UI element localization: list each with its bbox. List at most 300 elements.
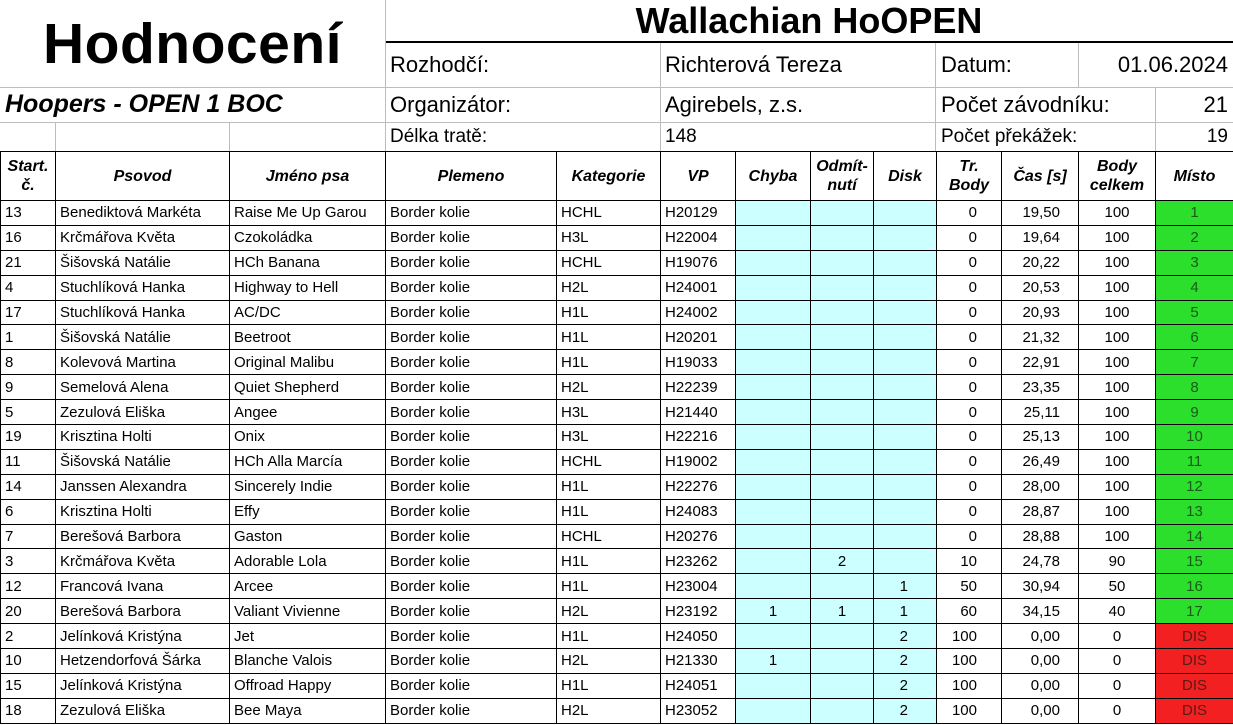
errors-cell xyxy=(736,499,811,524)
col-start-header: Start. č. xyxy=(1,152,56,201)
time-cell: 0,00 xyxy=(1002,698,1079,723)
dog-name-cell: Gaston xyxy=(230,524,386,549)
header-divider xyxy=(1078,43,1079,87)
results-table xyxy=(0,151,1233,724)
handler-name-cell: Berešová Barbora xyxy=(56,524,230,549)
vp-number-cell: H19076 xyxy=(661,250,736,275)
penalty-points-cell: 0 xyxy=(937,225,1002,250)
breed-cell: Border kolie xyxy=(386,201,557,226)
total-points-cell: 100 xyxy=(1079,300,1156,325)
vp-number-cell: H24001 xyxy=(661,275,736,300)
vp-number-cell: H20201 xyxy=(661,325,736,350)
place-cell: 17 xyxy=(1156,599,1233,624)
handler-name-cell: Stuchlíková Hanka xyxy=(56,275,230,300)
dog-name-cell: Effy xyxy=(230,499,386,524)
start-number-cell: 8 xyxy=(1,350,56,375)
table-row xyxy=(1,673,1233,698)
place-cell: DIS xyxy=(1156,624,1233,649)
col-breed-header: Plemeno xyxy=(386,152,557,201)
place-cell: 10 xyxy=(1156,425,1233,450)
vp-number-cell: H22276 xyxy=(661,474,736,499)
vp-number-cell: H22216 xyxy=(661,425,736,450)
breed-cell: Border kolie xyxy=(386,599,557,624)
vp-number-cell: H24050 xyxy=(661,624,736,649)
breed-cell: Border kolie xyxy=(386,474,557,499)
col-time-header: Čas [s] xyxy=(1002,152,1079,201)
penalty-points-cell: 0 xyxy=(937,275,1002,300)
vp-number-cell: H20276 xyxy=(661,524,736,549)
breed-cell: Border kolie xyxy=(386,574,557,599)
vp-number-cell: H19033 xyxy=(661,350,736,375)
start-number-cell: 3 xyxy=(1,549,56,574)
dog-name-cell: Blanche Valois xyxy=(230,649,386,674)
vp-number-cell: H24002 xyxy=(661,300,736,325)
penalty-points-cell: 0 xyxy=(937,524,1002,549)
errors-cell xyxy=(736,201,811,226)
vp-number-cell: H21440 xyxy=(661,400,736,425)
errors-cell xyxy=(736,474,811,499)
total-points-cell: 40 xyxy=(1079,599,1156,624)
dog-name-cell: Original Malibu xyxy=(230,350,386,375)
category-cell: H1L xyxy=(557,673,661,698)
time-cell: 34,15 xyxy=(1002,599,1079,624)
errors-cell xyxy=(736,574,811,599)
category-cell: HCHL xyxy=(557,524,661,549)
handler-name-cell: Krčmářova Květa xyxy=(56,549,230,574)
handler-name-cell: Kolevová Martina xyxy=(56,350,230,375)
time-cell: 0,00 xyxy=(1002,649,1079,674)
category-cell: H1L xyxy=(557,499,661,524)
category-cell: HCHL xyxy=(557,201,661,226)
place-cell: 11 xyxy=(1156,449,1233,474)
refusals-cell xyxy=(811,350,874,375)
dog-name-cell: Onix xyxy=(230,425,386,450)
total-points-cell: 0 xyxy=(1079,624,1156,649)
handler-name-cell: Krisztina Holti xyxy=(56,425,230,450)
table-row xyxy=(1,524,1233,549)
penalty-points-cell: 100 xyxy=(937,649,1002,674)
time-cell: 21,32 xyxy=(1002,325,1079,350)
table-body xyxy=(1,201,1233,724)
col-penalty-header: Tr. Body xyxy=(937,152,1002,201)
dog-name-cell: Sincerely Indie xyxy=(230,474,386,499)
penalty-points-cell: 0 xyxy=(937,474,1002,499)
total-points-cell: 50 xyxy=(1079,574,1156,599)
errors-cell xyxy=(736,673,811,698)
place-cell: 12 xyxy=(1156,474,1233,499)
disqualifications-cell: 2 xyxy=(874,624,937,649)
errors-cell xyxy=(736,375,811,400)
start-number-cell: 2 xyxy=(1,624,56,649)
time-cell: 25,11 xyxy=(1002,400,1079,425)
dog-name-cell: Angee xyxy=(230,400,386,425)
breed-cell: Border kolie xyxy=(386,300,557,325)
breed-cell: Border kolie xyxy=(386,275,557,300)
col-vp-header: VP xyxy=(661,152,736,201)
handler-name-cell: Stuchlíková Hanka xyxy=(56,300,230,325)
table-row xyxy=(1,350,1233,375)
time-cell: 22,91 xyxy=(1002,350,1079,375)
breed-cell: Border kolie xyxy=(386,673,557,698)
penalty-points-cell: 0 xyxy=(937,201,1002,226)
place-cell: 3 xyxy=(1156,250,1233,275)
refusals-cell xyxy=(811,275,874,300)
table-row xyxy=(1,624,1233,649)
breed-cell: Border kolie xyxy=(386,449,557,474)
errors-cell xyxy=(736,400,811,425)
disqualifications-cell xyxy=(874,474,937,499)
place-cell: 8 xyxy=(1156,375,1233,400)
errors-cell xyxy=(736,225,811,250)
table-row xyxy=(1,698,1233,723)
breed-cell: Border kolie xyxy=(386,375,557,400)
refusals-cell xyxy=(811,375,874,400)
category-cell: H2L xyxy=(557,698,661,723)
vp-number-cell: H20129 xyxy=(661,201,736,226)
refusals-cell xyxy=(811,250,874,275)
refusals-cell xyxy=(811,499,874,524)
penalty-points-cell: 0 xyxy=(937,300,1002,325)
time-cell: 23,35 xyxy=(1002,375,1079,400)
place-cell: DIS xyxy=(1156,698,1233,723)
start-number-cell: 5 xyxy=(1,400,56,425)
place-cell: 4 xyxy=(1156,275,1233,300)
total-points-cell: 100 xyxy=(1079,375,1156,400)
dog-name-cell: Bee Maya xyxy=(230,698,386,723)
time-cell: 19,50 xyxy=(1002,201,1079,226)
penalty-points-cell: 0 xyxy=(937,375,1002,400)
place-cell: DIS xyxy=(1156,649,1233,674)
breed-cell: Border kolie xyxy=(386,624,557,649)
obstacles-value: 19 xyxy=(1206,125,1228,147)
total-points-cell: 100 xyxy=(1079,225,1156,250)
col-disk-header: Disk xyxy=(874,152,937,201)
disqualifications-cell: 2 xyxy=(874,649,937,674)
penalty-points-cell: 0 xyxy=(937,499,1002,524)
start-number-cell: 12 xyxy=(1,574,56,599)
category-cell: H1L xyxy=(557,350,661,375)
errors-cell xyxy=(736,300,811,325)
dog-name-cell: Beetroot xyxy=(230,325,386,350)
disqualifications-cell xyxy=(874,449,937,474)
total-points-cell: 100 xyxy=(1079,250,1156,275)
vp-number-cell: H23004 xyxy=(661,574,736,599)
errors-cell: 1 xyxy=(736,649,811,674)
vp-number-cell: H21330 xyxy=(661,649,736,674)
penalty-points-cell: 100 xyxy=(937,673,1002,698)
disqualifications-cell xyxy=(874,325,937,350)
vp-number-cell: H22239 xyxy=(661,375,736,400)
start-number-cell: 4 xyxy=(1,275,56,300)
refusals-cell xyxy=(811,449,874,474)
disqualifications-cell xyxy=(874,350,937,375)
refusals-cell xyxy=(811,201,874,226)
disqualifications-cell xyxy=(874,275,937,300)
breed-cell: Border kolie xyxy=(386,499,557,524)
penalty-points-cell: 50 xyxy=(937,574,1002,599)
penalty-points-cell: 0 xyxy=(937,449,1002,474)
place-cell: 16 xyxy=(1156,574,1233,599)
course-length-value: 148 xyxy=(665,125,697,147)
errors-cell xyxy=(736,325,811,350)
disqualifications-cell: 1 xyxy=(874,574,937,599)
total-points-cell: 100 xyxy=(1079,350,1156,375)
time-cell: 26,49 xyxy=(1002,449,1079,474)
table-row xyxy=(1,449,1233,474)
refusals-cell: 2 xyxy=(811,549,874,574)
handler-name-cell: Šišovská Natálie xyxy=(56,325,230,350)
start-number-cell: 16 xyxy=(1,225,56,250)
disqualifications-cell xyxy=(874,499,937,524)
judge-value: Richterová Tereza xyxy=(665,52,842,77)
place-cell: 14 xyxy=(1156,524,1233,549)
time-cell: 20,53 xyxy=(1002,275,1079,300)
category-cell: H1L xyxy=(557,574,661,599)
time-cell: 19,64 xyxy=(1002,225,1079,250)
breed-cell: Border kolie xyxy=(386,524,557,549)
total-points-cell: 100 xyxy=(1079,275,1156,300)
handler-name-cell: Berešová Barbora xyxy=(56,599,230,624)
table-row xyxy=(1,375,1233,400)
col-dog-header: Jméno psa xyxy=(230,152,386,201)
refusals-cell xyxy=(811,524,874,549)
obstacles-label: Počet překážek: xyxy=(941,125,1078,147)
event-name: Wallachian HoOPEN xyxy=(385,0,1233,43)
col-place-header: Místo xyxy=(1156,152,1233,201)
place-cell: 13 xyxy=(1156,499,1233,524)
errors-cell xyxy=(736,425,811,450)
refusals-cell xyxy=(811,673,874,698)
date-value: 01.06.2024 xyxy=(1117,52,1228,77)
header-divider xyxy=(385,0,386,151)
handler-name-cell: Janssen Alexandra xyxy=(56,474,230,499)
header-divider xyxy=(935,43,936,151)
category-cell: H2L xyxy=(557,649,661,674)
start-number-cell: 13 xyxy=(1,201,56,226)
time-cell: 28,88 xyxy=(1002,524,1079,549)
place-cell: 7 xyxy=(1156,350,1233,375)
header-divider xyxy=(0,122,1233,123)
disqualifications-cell xyxy=(874,524,937,549)
handler-name-cell: Šišovská Natálie xyxy=(56,250,230,275)
total-points-cell: 100 xyxy=(1079,201,1156,226)
penalty-points-cell: 0 xyxy=(937,325,1002,350)
total-points-cell: 100 xyxy=(1079,425,1156,450)
handler-name-cell: Benediktová Markéta xyxy=(56,201,230,226)
penalty-points-cell: 100 xyxy=(937,624,1002,649)
header-divider xyxy=(1155,87,1156,151)
dog-name-cell: HCh Banana xyxy=(230,250,386,275)
disqualifications-cell xyxy=(874,300,937,325)
errors-cell: 1 xyxy=(736,599,811,624)
penalty-points-cell: 10 xyxy=(937,549,1002,574)
category-cell: HCHL xyxy=(557,250,661,275)
time-cell: 25,13 xyxy=(1002,425,1079,450)
disqualifications-cell xyxy=(874,400,937,425)
place-cell: 6 xyxy=(1156,325,1233,350)
breed-cell: Border kolie xyxy=(386,225,557,250)
refusals-cell xyxy=(811,425,874,450)
dog-name-cell: AC/DC xyxy=(230,300,386,325)
handler-name-cell: Zezulová Eliška xyxy=(56,698,230,723)
refusals-cell xyxy=(811,698,874,723)
table-row xyxy=(1,250,1233,275)
col-category-header: Kategorie xyxy=(557,152,661,201)
handler-name-cell: Semelová Alena xyxy=(56,375,230,400)
table-row xyxy=(1,300,1233,325)
disqualifications-cell: 2 xyxy=(874,673,937,698)
start-number-cell: 10 xyxy=(1,649,56,674)
time-cell: 30,94 xyxy=(1002,574,1079,599)
handler-name-cell: Jelínková Kristýna xyxy=(56,673,230,698)
start-number-cell: 6 xyxy=(1,499,56,524)
dog-name-cell: HCh Alla Marcía xyxy=(230,449,386,474)
table-row xyxy=(1,325,1233,350)
disqualifications-cell xyxy=(874,201,937,226)
handler-name-cell: Krisztina Holti xyxy=(56,499,230,524)
vp-number-cell: H22004 xyxy=(661,225,736,250)
penalty-points-cell: 100 xyxy=(937,698,1002,723)
breed-cell: Border kolie xyxy=(386,350,557,375)
category-cell: H1L xyxy=(557,549,661,574)
errors-cell xyxy=(736,449,811,474)
total-points-cell: 100 xyxy=(1079,400,1156,425)
handler-name-cell: Krčmářova Květa xyxy=(56,225,230,250)
start-number-cell: 19 xyxy=(1,425,56,450)
refusals-cell xyxy=(811,624,874,649)
place-cell: 15 xyxy=(1156,549,1233,574)
dog-name-cell: Valiant Vivienne xyxy=(230,599,386,624)
refusals-cell xyxy=(811,225,874,250)
total-points-cell: 0 xyxy=(1079,649,1156,674)
dog-name-cell: Jet xyxy=(230,624,386,649)
start-number-cell: 1 xyxy=(1,325,56,350)
breed-cell: Border kolie xyxy=(386,250,557,275)
refusals-cell xyxy=(811,474,874,499)
start-number-cell: 17 xyxy=(1,300,56,325)
total-points-cell: 100 xyxy=(1079,474,1156,499)
header-divider xyxy=(385,87,1233,88)
handler-name-cell: Jelínková Kristýna xyxy=(56,624,230,649)
penalty-points-cell: 60 xyxy=(937,599,1002,624)
errors-cell xyxy=(736,698,811,723)
judge-label: Rozhodčí: xyxy=(390,52,490,77)
breed-cell: Border kolie xyxy=(386,698,557,723)
disqualifications-cell xyxy=(874,425,937,450)
organizer-label: Organizátor: xyxy=(390,91,512,117)
place-cell: 1 xyxy=(1156,201,1233,226)
start-number-cell: 20 xyxy=(1,599,56,624)
penalty-points-cell: 0 xyxy=(937,400,1002,425)
category-cell: H2L xyxy=(557,375,661,400)
table-row xyxy=(1,425,1233,450)
place-cell: 5 xyxy=(1156,300,1233,325)
disqualifications-cell: 1 xyxy=(874,599,937,624)
dog-name-cell: Offroad Happy xyxy=(230,673,386,698)
category-cell: H1L xyxy=(557,474,661,499)
breed-cell: Border kolie xyxy=(386,425,557,450)
category-cell: H3L xyxy=(557,400,661,425)
refusals-cell xyxy=(811,574,874,599)
disqualifications-cell xyxy=(874,549,937,574)
dog-name-cell: Quiet Shepherd xyxy=(230,375,386,400)
dog-name-cell: Czokoládka xyxy=(230,225,386,250)
place-cell: DIS xyxy=(1156,673,1233,698)
organizer-value: Agirebels, z.s. xyxy=(665,91,804,117)
penalty-points-cell: 0 xyxy=(937,250,1002,275)
errors-cell xyxy=(736,524,811,549)
vp-number-cell: H24051 xyxy=(661,673,736,698)
vp-number-cell: H24083 xyxy=(661,499,736,524)
dog-name-cell: Adorable Lola xyxy=(230,549,386,574)
time-cell: 24,78 xyxy=(1002,549,1079,574)
competitors-label: Počet závodníku: xyxy=(941,91,1110,117)
start-number-cell: 7 xyxy=(1,524,56,549)
total-points-cell: 0 xyxy=(1079,673,1156,698)
disqualifications-cell xyxy=(874,225,937,250)
handler-name-cell: Francová Ivana xyxy=(56,574,230,599)
table-row xyxy=(1,201,1233,226)
category-cell: HCHL xyxy=(557,449,661,474)
header-divider xyxy=(660,43,661,151)
table-row xyxy=(1,599,1233,624)
table-row xyxy=(1,649,1233,674)
start-number-cell: 14 xyxy=(1,474,56,499)
competition-class: Hoopers - OPEN 1 BOC xyxy=(5,90,283,118)
dog-name-cell: Highway to Hell xyxy=(230,275,386,300)
vp-number-cell: H23192 xyxy=(661,599,736,624)
handler-name-cell: Zezulová Eliška xyxy=(56,400,230,425)
time-cell: 20,22 xyxy=(1002,250,1079,275)
col-handler-header: Psovod xyxy=(56,152,230,201)
disqualifications-cell xyxy=(874,375,937,400)
time-cell: 0,00 xyxy=(1002,673,1079,698)
time-cell: 28,87 xyxy=(1002,499,1079,524)
competitors-value: 21 xyxy=(1203,91,1228,117)
refusals-cell: 1 xyxy=(811,599,874,624)
table-row xyxy=(1,275,1233,300)
breed-cell: Border kolie xyxy=(386,549,557,574)
penalty-points-cell: 0 xyxy=(937,425,1002,450)
sheet-title: Hodnocení xyxy=(43,11,342,76)
table-row xyxy=(1,474,1233,499)
category-cell: H2L xyxy=(557,275,661,300)
category-cell: H1L xyxy=(557,325,661,350)
category-cell: H1L xyxy=(557,300,661,325)
errors-cell xyxy=(736,275,811,300)
start-number-cell: 11 xyxy=(1,449,56,474)
refusals-cell xyxy=(811,325,874,350)
start-number-cell: 9 xyxy=(1,375,56,400)
errors-cell xyxy=(736,624,811,649)
category-cell: H1L xyxy=(557,624,661,649)
place-cell: 2 xyxy=(1156,225,1233,250)
time-cell: 28,00 xyxy=(1002,474,1079,499)
course-length-label: Délka tratě: xyxy=(390,125,488,147)
disqualifications-cell: 2 xyxy=(874,698,937,723)
table-row xyxy=(1,400,1233,425)
table-row xyxy=(1,574,1233,599)
refusals-cell xyxy=(811,400,874,425)
breed-cell: Border kolie xyxy=(386,400,557,425)
errors-cell xyxy=(736,250,811,275)
category-cell: H2L xyxy=(557,599,661,624)
col-refusal-header: Odmít-nutí xyxy=(811,152,874,201)
table-header-row xyxy=(1,152,1233,201)
header-divider xyxy=(229,122,230,151)
table-row xyxy=(1,549,1233,574)
table-row xyxy=(1,499,1233,524)
